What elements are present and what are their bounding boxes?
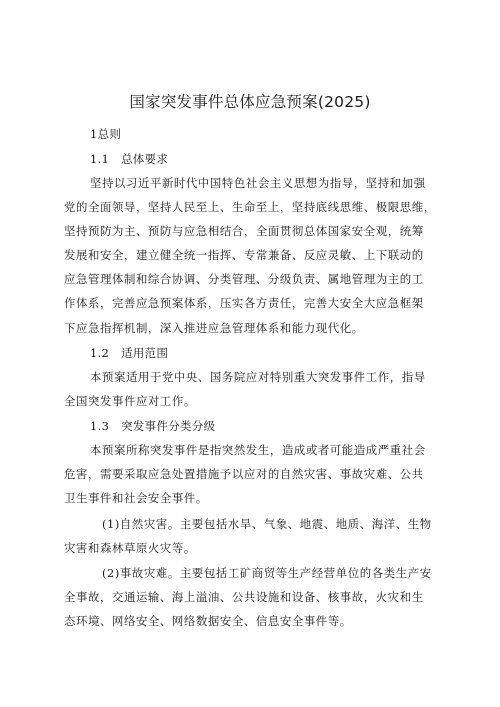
section-heading: 1总则: [90, 127, 122, 141]
subsection-heading: 1.1 总体要求: [90, 152, 169, 166]
paragraph-line: 本预案适用于党中央、国务院应对特别重大突发事件工作，指导: [90, 370, 426, 384]
subsection-heading: 1.2 适用范围: [90, 346, 169, 360]
paragraph-line: 本预案所称突发事件是指突然发生，造成或者可能造成严重社会: [90, 443, 426, 457]
paragraph-line: 坚持以习近平新时代中国特色社会主义思想为指导，坚持和加强: [90, 176, 426, 190]
paragraph-line: 作体系，完善应急预案体系，压实各方责任，完善大安全大应急框架: [64, 296, 424, 310]
paragraph-line: 发展和安全，建立健全统一指挥、专常兼备、反应灵敏、上下联动的: [64, 248, 424, 262]
paragraph-line: 坚持预防为主、预防与应急相结合，全面贯彻总体国家安全观，统筹: [64, 224, 424, 238]
paragraph-line: 全国突发事件应对工作。: [64, 394, 196, 408]
list-item-line: (2)事故灾难。主要包括工矿商贸等生产经营单位的各类生产安: [102, 566, 432, 580]
paragraph-line: 卫生事件和社会安全事件。: [64, 491, 208, 505]
paragraph-line: 党的全面领导，坚持人民至上、生命至上，坚持底线思维、极限思维，: [64, 200, 436, 214]
list-item-line: (1)自然灾害。主要包括水旱、气象、地震、地质、海洋、生物: [102, 517, 432, 531]
paragraph-line: 危害，需要采取应急处置措施予以应对的自然灾害、事故灾难、公共: [64, 467, 424, 481]
paragraph-line: 下应急指挥机制，深入推进应急管理体系和能力现代化。: [64, 321, 364, 335]
subsection-heading: 1.3 突发事件分类分级: [90, 419, 216, 433]
list-item-line: 态环境、网络安全、网络数据安全、信息安全事件等。: [64, 614, 352, 628]
list-item-line: 灾害和森林草原火灾等。: [64, 541, 196, 555]
paragraph-line: 应急管理体制和综合协调、分类管理、分级负责、属地管理为主的工: [64, 272, 424, 286]
list-item-line: 全事故，交通运输、海上溢油、公共设施和设备、核事故，火灾和生: [64, 590, 424, 604]
document-title: 国家突发事件总体应急预案(2025): [129, 93, 371, 111]
